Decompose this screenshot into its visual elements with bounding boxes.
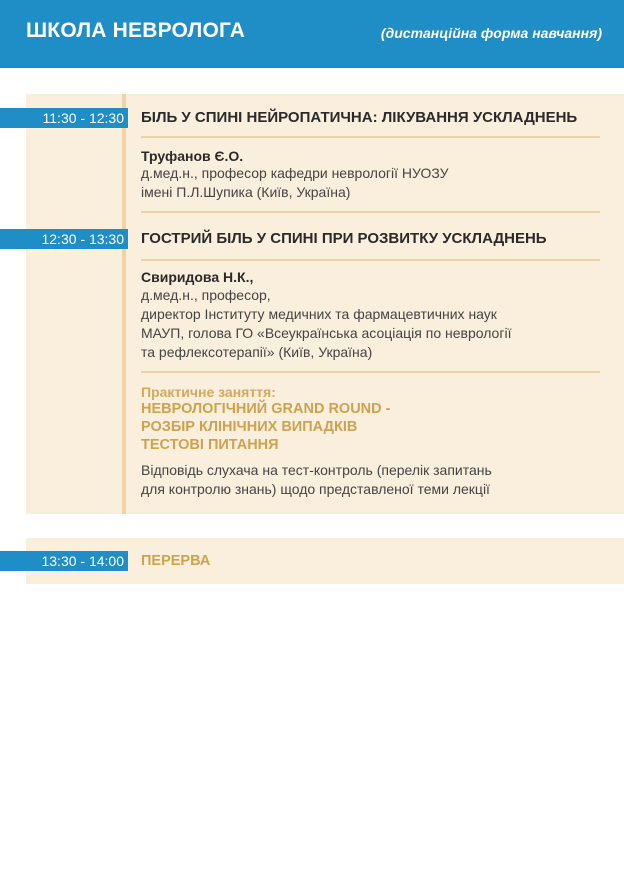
session-2-title: ГОСТРИЙ БІЛЬ У СПИНІ ПРИ РОЗВИТКУ УСКЛАДНЕНЬ bbox=[141, 230, 547, 247]
break-label: ПЕРЕРВА bbox=[141, 553, 211, 569]
break-time: 13:30 - 14:00 bbox=[0, 551, 128, 571]
practical-desc-line: Відповідь слухача на тест-контроль (перелік запитань bbox=[141, 462, 492, 478]
session-1-speaker: Труфанов Є.О. bbox=[141, 148, 244, 164]
divider bbox=[141, 211, 600, 213]
practical-label: Практичне заняття: bbox=[141, 384, 276, 400]
practical-title-line: РОЗБІР КЛІНІЧНИХ ВИПАДКІВ bbox=[141, 419, 358, 435]
divider bbox=[141, 136, 600, 138]
page-title: ШКОЛА НЕВРОЛОГА bbox=[26, 19, 246, 42]
session-1-title: БІЛЬ У СПИНІ НЕЙРОПАТИЧНА: ЛІКУВАННЯ УСКЛАДНЕНЬ bbox=[141, 109, 578, 126]
session-2-speaker: Свиридова Н.К., bbox=[141, 269, 254, 285]
session-2-desc-line: д.мед.н., професор, bbox=[141, 287, 271, 303]
session-2-time: 12:30 - 13:30 bbox=[0, 229, 128, 249]
session-1-time: 11:30 - 12:30 bbox=[0, 108, 128, 128]
session-2-desc-line: директор Інституту медичних та фармацевтичних наук bbox=[141, 306, 497, 322]
session-2-desc-line: та рефлексотерапії» (Київ, Україна) bbox=[141, 344, 373, 360]
timeline-divider bbox=[122, 94, 126, 514]
page-subtitle: (дистанційна форма навчання) bbox=[380, 25, 602, 41]
divider bbox=[141, 259, 600, 261]
practical-title-line: НЕВРОЛОГІЧНИЙ GRAND ROUND - bbox=[141, 401, 391, 417]
divider bbox=[141, 371, 600, 373]
practical-title-line: ТЕСТОВІ ПИТАННЯ bbox=[141, 437, 279, 453]
session-1-desc-line: д.мед.н., професор кафедри неврології НУОЗУ bbox=[141, 165, 449, 181]
session-1-desc-line: імені П.Л.Шупика (Київ, Україна) bbox=[141, 184, 351, 200]
header-bar bbox=[0, 0, 624, 68]
practical-desc-line: для контролю знань) щодо представленої теми лекції bbox=[141, 481, 490, 497]
session-2-desc-line: МАУП, голова ГО «Всеукраїнська асоціація по неврології bbox=[141, 325, 512, 341]
schedule-panel bbox=[26, 94, 624, 514]
